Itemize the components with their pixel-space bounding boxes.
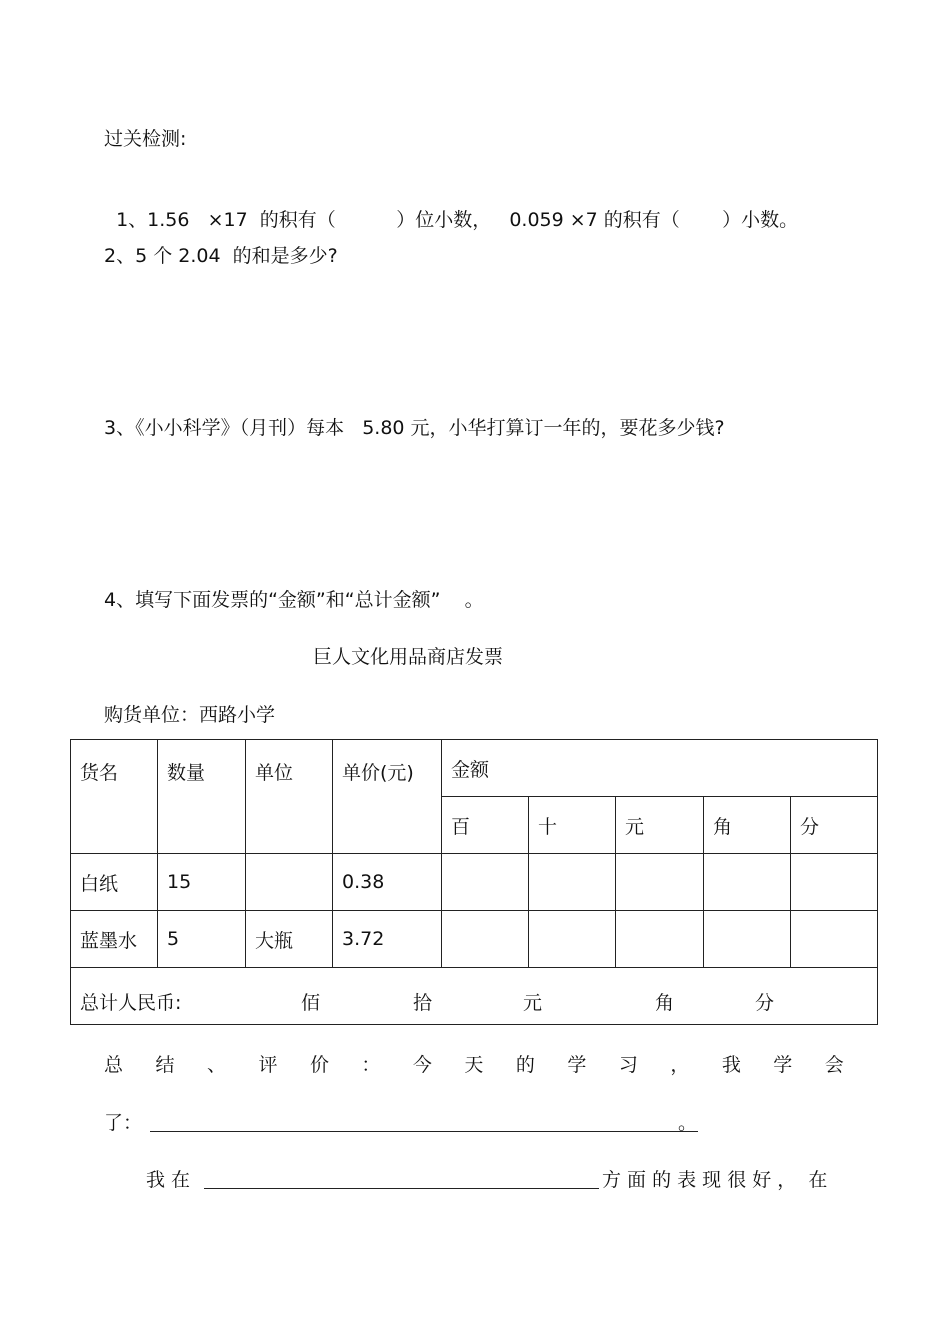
amount-cell-hundreds[interactable] [442, 854, 529, 911]
question-4: 4、填写下面发票的“金额”和“总计金额” 。 [104, 589, 484, 611]
row-unit [246, 854, 333, 911]
summary-char: 结 [155, 1054, 175, 1076]
question-2: 2、5 个 2.04 的和是多少? [104, 245, 338, 267]
section-title: 过关检测: [104, 128, 187, 150]
header-qty: 数量 [158, 740, 246, 854]
total-unit-fen: 分 [755, 992, 775, 1014]
summary-char: 的 [515, 1054, 535, 1076]
amount-cell-hundreds[interactable] [442, 911, 529, 968]
total-unit-shi: 拾 [413, 992, 433, 1014]
total-label: 总计人民币: [80, 992, 182, 1014]
row-name: 白纸 [71, 854, 158, 911]
summary-char: 价 [309, 1054, 329, 1076]
amount-cell-fen[interactable] [791, 854, 878, 911]
summary-char: 学 [567, 1054, 587, 1076]
summary-line-1 [104, 1050, 844, 1077]
summary-char: 习 [618, 1054, 638, 1076]
amount-cell-yuan[interactable] [616, 911, 704, 968]
summary-char: 评 [258, 1054, 278, 1076]
summary-char: ： [361, 1054, 381, 1076]
header-price: 单价(元) [333, 740, 442, 854]
total-cell[interactable] [71, 968, 878, 1025]
header-amount-hundreds: 百 [442, 797, 529, 854]
row-qty: 5 [158, 911, 246, 968]
summary-char: 总 [104, 1054, 124, 1076]
summary-char: 会 [824, 1054, 844, 1076]
summary-char: 我 [721, 1054, 741, 1076]
summary-char: 天 [464, 1054, 484, 1076]
header-amount-jiao: 角 [704, 797, 791, 854]
row-price: 0.38 [333, 854, 442, 911]
table-row [71, 854, 878, 911]
invoice-title: 巨人文化用品商店发票 [313, 646, 504, 668]
total-unit-yuan: 元 [523, 992, 543, 1014]
row-qty: 15 [158, 854, 246, 911]
total-unit-bai: 佰 [301, 992, 321, 1014]
summary-blank-2[interactable] [204, 1187, 599, 1189]
header-unit: 单位 [246, 740, 333, 854]
header-name: 货名 [71, 740, 158, 854]
total-unit-jiao: 角 [655, 992, 675, 1014]
header-amount-fen: 分 [791, 797, 878, 854]
amount-cell-jiao[interactable] [704, 911, 791, 968]
amount-cell-tens[interactable] [529, 854, 616, 911]
summary-line-2-suffix: 。 [678, 1112, 698, 1134]
amount-cell-jiao[interactable] [704, 854, 791, 911]
table-row [71, 911, 878, 968]
summary-char: 今 [412, 1054, 432, 1076]
row-unit: 大瓶 [246, 911, 333, 968]
header-amount-tens: 十 [529, 797, 616, 854]
q1-text-part2: ）位小数， 0.059 ×7 的积有（ [396, 209, 680, 231]
header-amount-yuan: 元 [616, 797, 704, 854]
header-amount: 金额 [442, 740, 878, 797]
invoice-table [70, 739, 878, 1025]
row-price: 3.72 [333, 911, 442, 968]
row-name: 蓝墨水 [71, 911, 158, 968]
summary-char: 学 [773, 1054, 793, 1076]
summary-char: 、 [206, 1054, 226, 1076]
amount-cell-tens[interactable] [529, 911, 616, 968]
summary-line-2-prefix: 了： [104, 1112, 143, 1134]
amount-cell-fen[interactable] [791, 911, 878, 968]
question-3: 3、《小小科学》（月刊）每本 5.80 元，小华打算订一年的，要花多少钱? [104, 417, 725, 439]
invoice-buyer: 购货单位：西路小学 [104, 704, 276, 726]
table-header-row [71, 740, 878, 797]
summary-blank-1[interactable] [150, 1130, 698, 1132]
q1-blank-1[interactable] [336, 209, 396, 231]
question-1 [104, 183, 798, 232]
summary-char: ， [670, 1054, 690, 1076]
q1-blank-2[interactable] [680, 209, 722, 231]
summary-line-3-suffix: 方 面 的 表 现 很 好 ， 在 [602, 1169, 828, 1191]
amount-cell-yuan[interactable] [616, 854, 704, 911]
q1-text-part1: 1、1.56 ×17 的积有（ [116, 209, 336, 231]
table-total-row [71, 968, 878, 1025]
summary-line-3-prefix: 我 在 [146, 1169, 191, 1191]
q1-text-part3: ）小数。 [722, 209, 799, 231]
